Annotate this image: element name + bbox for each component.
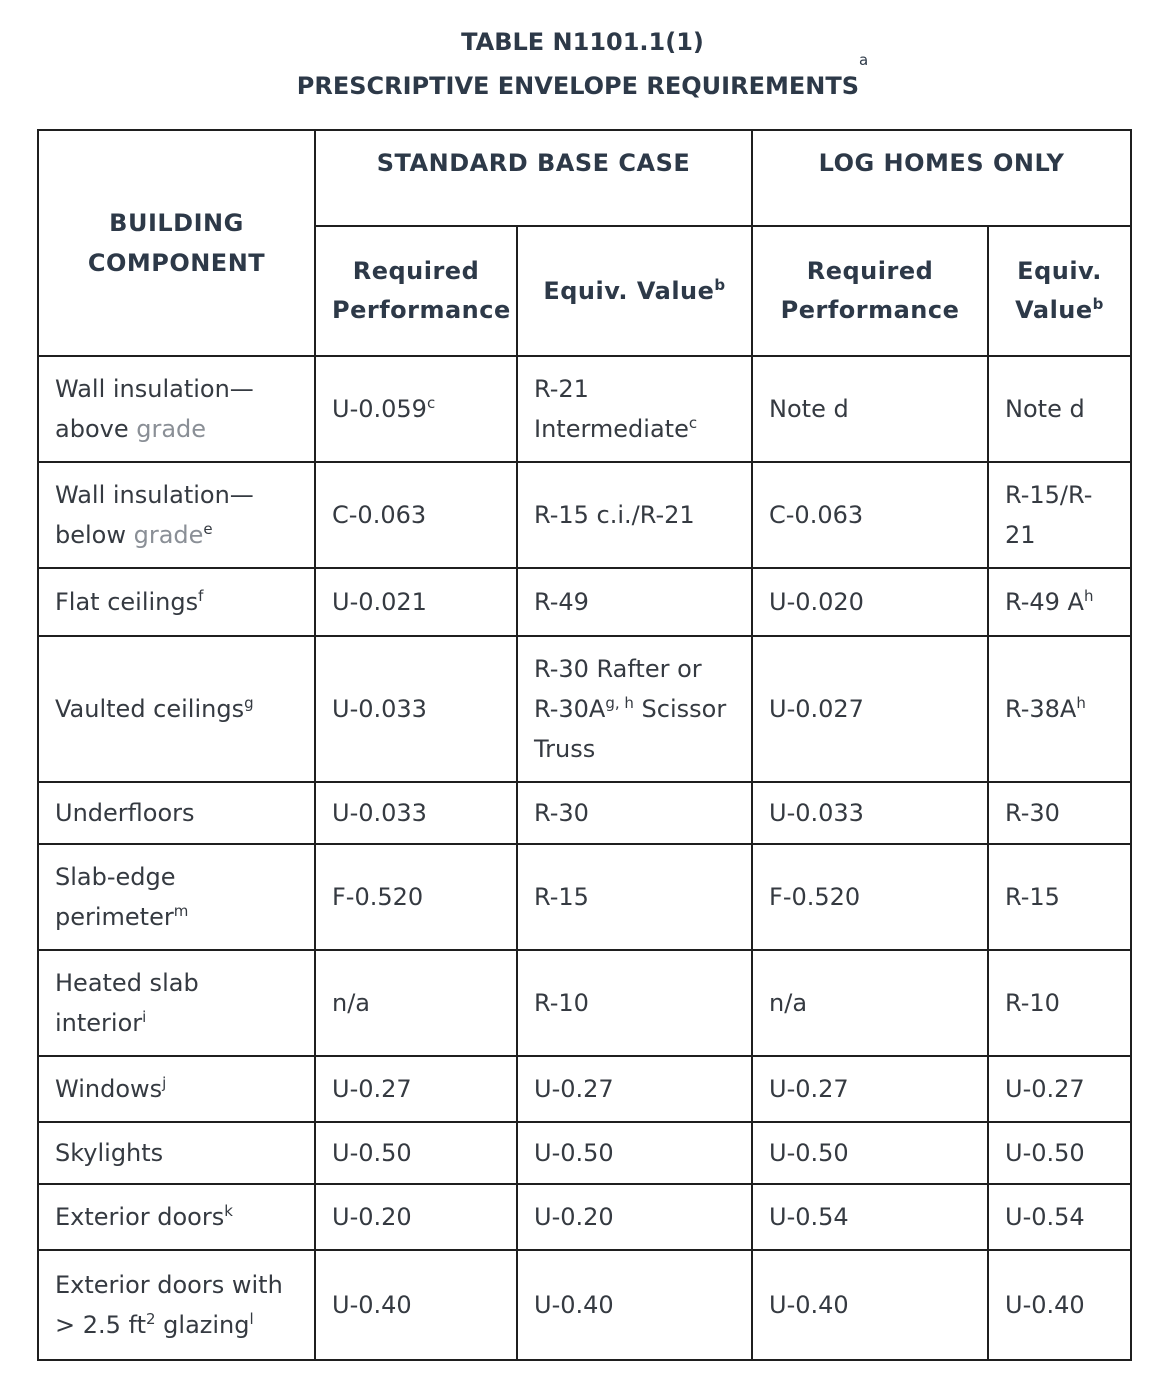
std-required: U-0.50 [315,1122,517,1184]
log-equiv: Note d [988,356,1131,462]
log-equiv: U-0.50 [988,1122,1131,1184]
std-equiv: R-21 Intermediate$^c$ [517,356,752,462]
table-row [38,844,1131,950]
log-equiv: R-15 [988,844,1131,950]
component-underfloors: Underfloors [38,782,315,844]
std-equiv: R-49 [517,568,752,636]
log-equiv: $R-38A^h$ [988,636,1131,782]
component-wall-above-grade: Wall insulation— above grade [38,356,315,462]
component-slab-edge-perimeter: Slab-edge perimeter$^m$ [38,844,315,950]
header-std-equiv-value: Equiv. Value$^b$ [517,226,752,356]
log-required: C-0.063 [752,462,988,568]
log-equiv: R-15/R- 21 [988,462,1131,568]
log-required: U-0.54 [752,1184,988,1250]
std-equiv: R-15 c.i./R-21 [517,462,752,568]
table-row [38,950,1131,1056]
table-row [38,782,1131,844]
component-wall-below-grade: Wall insulation— below grade$^e$ [38,462,315,568]
log-required: U-0.40 [752,1250,988,1360]
component-vaulted-ceilings: Vaulted ceilings$^g$ [38,636,315,782]
log-required: U-0.020 [752,568,988,636]
header-std-required-performance: Required Performance [315,226,517,356]
std-equiv: U-0.20 [517,1184,752,1250]
component-skylights: Skylights [38,1122,315,1184]
std-equiv: U-0.40 [517,1250,752,1360]
std-required: C-0.063 [315,462,517,568]
table-row [38,1122,1131,1184]
table-number: TABLE N1101.1(1) [461,28,704,56]
std-equiv: U-0.27 [517,1056,752,1122]
table-row [38,568,1131,636]
log-equiv: R-49 $A^h$ [988,568,1131,636]
log-equiv: U-0.40 [988,1250,1131,1360]
log-equiv: R-10 [988,950,1131,1056]
std-required: U-0.40 [315,1250,517,1360]
footnote-a: a [859,51,869,69]
std-required: F-0.520 [315,844,517,950]
log-required: U-0.033 [752,782,988,844]
component-exterior-doors: Exterior doors$^k$ [38,1184,315,1250]
component-exterior-doors-glazing: Exterior doors with > 2.5 $ft^2$ glazing$^l$ [38,1250,315,1360]
table-row [38,462,1131,568]
log-required: n/a [752,950,988,1056]
std-equiv: U-0.50 [517,1122,752,1184]
log-required: U-0.50 [752,1122,988,1184]
component-windows: Windows$^j$ [38,1056,315,1122]
std-equiv: R-30 [517,782,752,844]
envelope-requirements-table [37,129,1132,1361]
std-required: n/a [315,950,517,1056]
header-standard-base-case: STANDARD BASE CASE [315,130,752,226]
header-log-homes-only: LOG HOMES ONLY [752,130,1131,226]
std-required: U-0.20 [315,1184,517,1250]
table-title [0,20,1165,108]
table-row [38,1056,1131,1122]
table-row [38,356,1131,462]
std-required: U-0.033 [315,636,517,782]
log-required: F-0.520 [752,844,988,950]
log-required: Note d [752,356,988,462]
std-equiv: R-30 Rafter or $R-30A^{g, h}$ Scissor Truss [517,636,752,782]
std-equiv: R-15 [517,844,752,950]
table-row [38,636,1131,782]
std-required: U-0.27 [315,1056,517,1122]
table-row [38,1250,1131,1360]
std-required: U-0.033 [315,782,517,844]
std-required: U-0.059$^c$ [315,356,517,462]
log-equiv: U-0.54 [988,1184,1131,1250]
table-caption: PRESCRIPTIVE ENVELOPE REQUIREMENTS$^a$ [296,51,869,100]
log-equiv: R-30 [988,782,1131,844]
header-log-required-performance: Required Performance [752,226,988,356]
log-required: U-0.27 [752,1056,988,1122]
component-flat-ceilings: Flat ceilings$^f$ [38,568,315,636]
log-equiv: U-0.27 [988,1056,1131,1122]
table-row [38,1184,1131,1250]
header-building-component: BUILDING COMPONENT [38,130,315,356]
std-required: U-0.021 [315,568,517,636]
log-required: U-0.027 [752,636,988,782]
component-heated-slab-interior: Heated slab interior$^i$ [38,950,315,1056]
header-log-equiv-value: Equiv. Value$^b$ [988,226,1131,356]
std-equiv: R-10 [517,950,752,1056]
